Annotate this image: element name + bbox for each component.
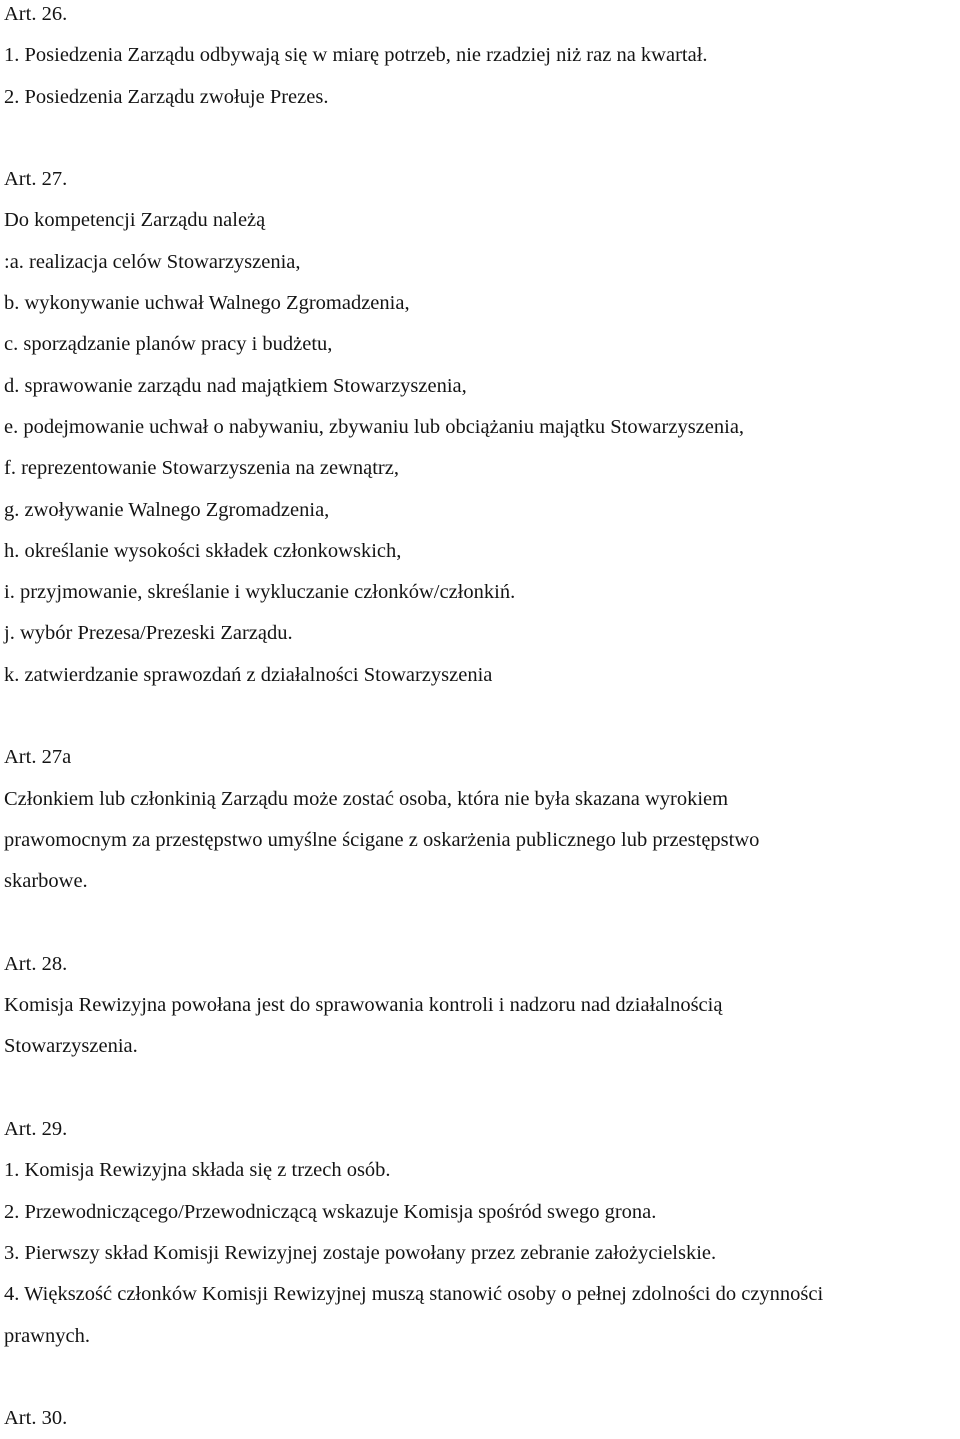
article-item: :a. realizacja celów Stowarzyszenia, [4, 250, 301, 273]
article-item: k. zatwierdzanie sprawozdań z działalności Stowarzyszenia [4, 663, 493, 686]
article-intro: Do kompetencji Zarządu należą [4, 209, 266, 232]
article-27 [4, 159, 956, 696]
article-item: j. wybór Prezesa/Prezeski Zarządu. [4, 622, 293, 645]
article-heading: Art. 29. [4, 1118, 68, 1141]
article-item: 4. Większość członków Komisji Rewizyjnej muszą stanowić osoby o pełnej zdolności do czynności [4, 1283, 824, 1306]
article-heading: Art. 30. [4, 1407, 68, 1430]
article-item: b. wykonywanie uchwał Walnego Zgromadzenia, [4, 292, 410, 315]
article-text-line: Stowarzyszenia. [4, 1035, 138, 1058]
article-item: h. określanie wysokości składek członkowskich, [4, 539, 402, 562]
article-28 [4, 944, 956, 1068]
article-item: i. przyjmowanie, skreślanie i wykluczanie członków/członkiń. [4, 581, 516, 604]
article-item: 2. Przewodniczącego/Przewodniczącą wskazuje Komisja spośród swego grona. [4, 1200, 657, 1223]
article-item: 1. Posiedzenia Zarządu odbywają się w miarę potrzeb, nie rzadziej niż raz na kwartał. [4, 44, 708, 67]
article-item: g. zwoływanie Walnego Zgromadzenia, [4, 498, 330, 521]
article-text-line: Członkiem lub członkinią Zarządu może zostać osoba, która nie była skazana wyrokiem [4, 787, 729, 810]
paragraph-spacer [4, 118, 956, 159]
article-heading: Art. 27. [4, 168, 68, 191]
article-text-line: prawomocnym za przestępstwo umyślne ścigane z oskarżenia publicznego lub przestępstwo [4, 828, 760, 851]
document-page [4, 0, 956, 1439]
article-heading: Art. 27a [4, 746, 72, 769]
paragraph-spacer [4, 903, 956, 944]
article-heading: Art. 26. [4, 3, 68, 25]
article-29 [4, 1109, 956, 1357]
paragraph-spacer [4, 1357, 956, 1398]
article-heading: Art. 28. [4, 952, 68, 975]
article-text-line: skarbowe. [4, 870, 88, 893]
article-item: f. reprezentowanie Stowarzyszenia na zewnątrz, [4, 457, 399, 480]
article-item: 3. Pierwszy skład Komisji Rewizyjnej zostaje powołany przez zebranie założycielskie. [4, 1241, 717, 1264]
article-text-line: Komisja Rewizyjna powołana jest do sprawowania kontroli i nadzoru nad działalnością [4, 994, 723, 1017]
article-item: c. sporządzanie planów pracy i budżetu, [4, 333, 333, 356]
article-item: d. sprawowanie zarządu nad majątkiem Stowarzyszenia, [4, 374, 467, 397]
article-item: 2. Posiedzenia Zarządu zwołuje Prezes. [4, 85, 329, 108]
article-item: prawnych. [4, 1324, 90, 1347]
paragraph-spacer [4, 696, 956, 737]
paragraph-spacer [4, 1068, 956, 1109]
article-item: 1. Komisja Rewizyjna składa się z trzech osób. [4, 1159, 391, 1182]
article-26 [4, 0, 956, 118]
article-27a [4, 737, 956, 902]
article-item: e. podejmowanie uchwał o nabywaniu, zbywaniu lub obciążaniu majątku Stowarzyszenia, [4, 415, 745, 438]
